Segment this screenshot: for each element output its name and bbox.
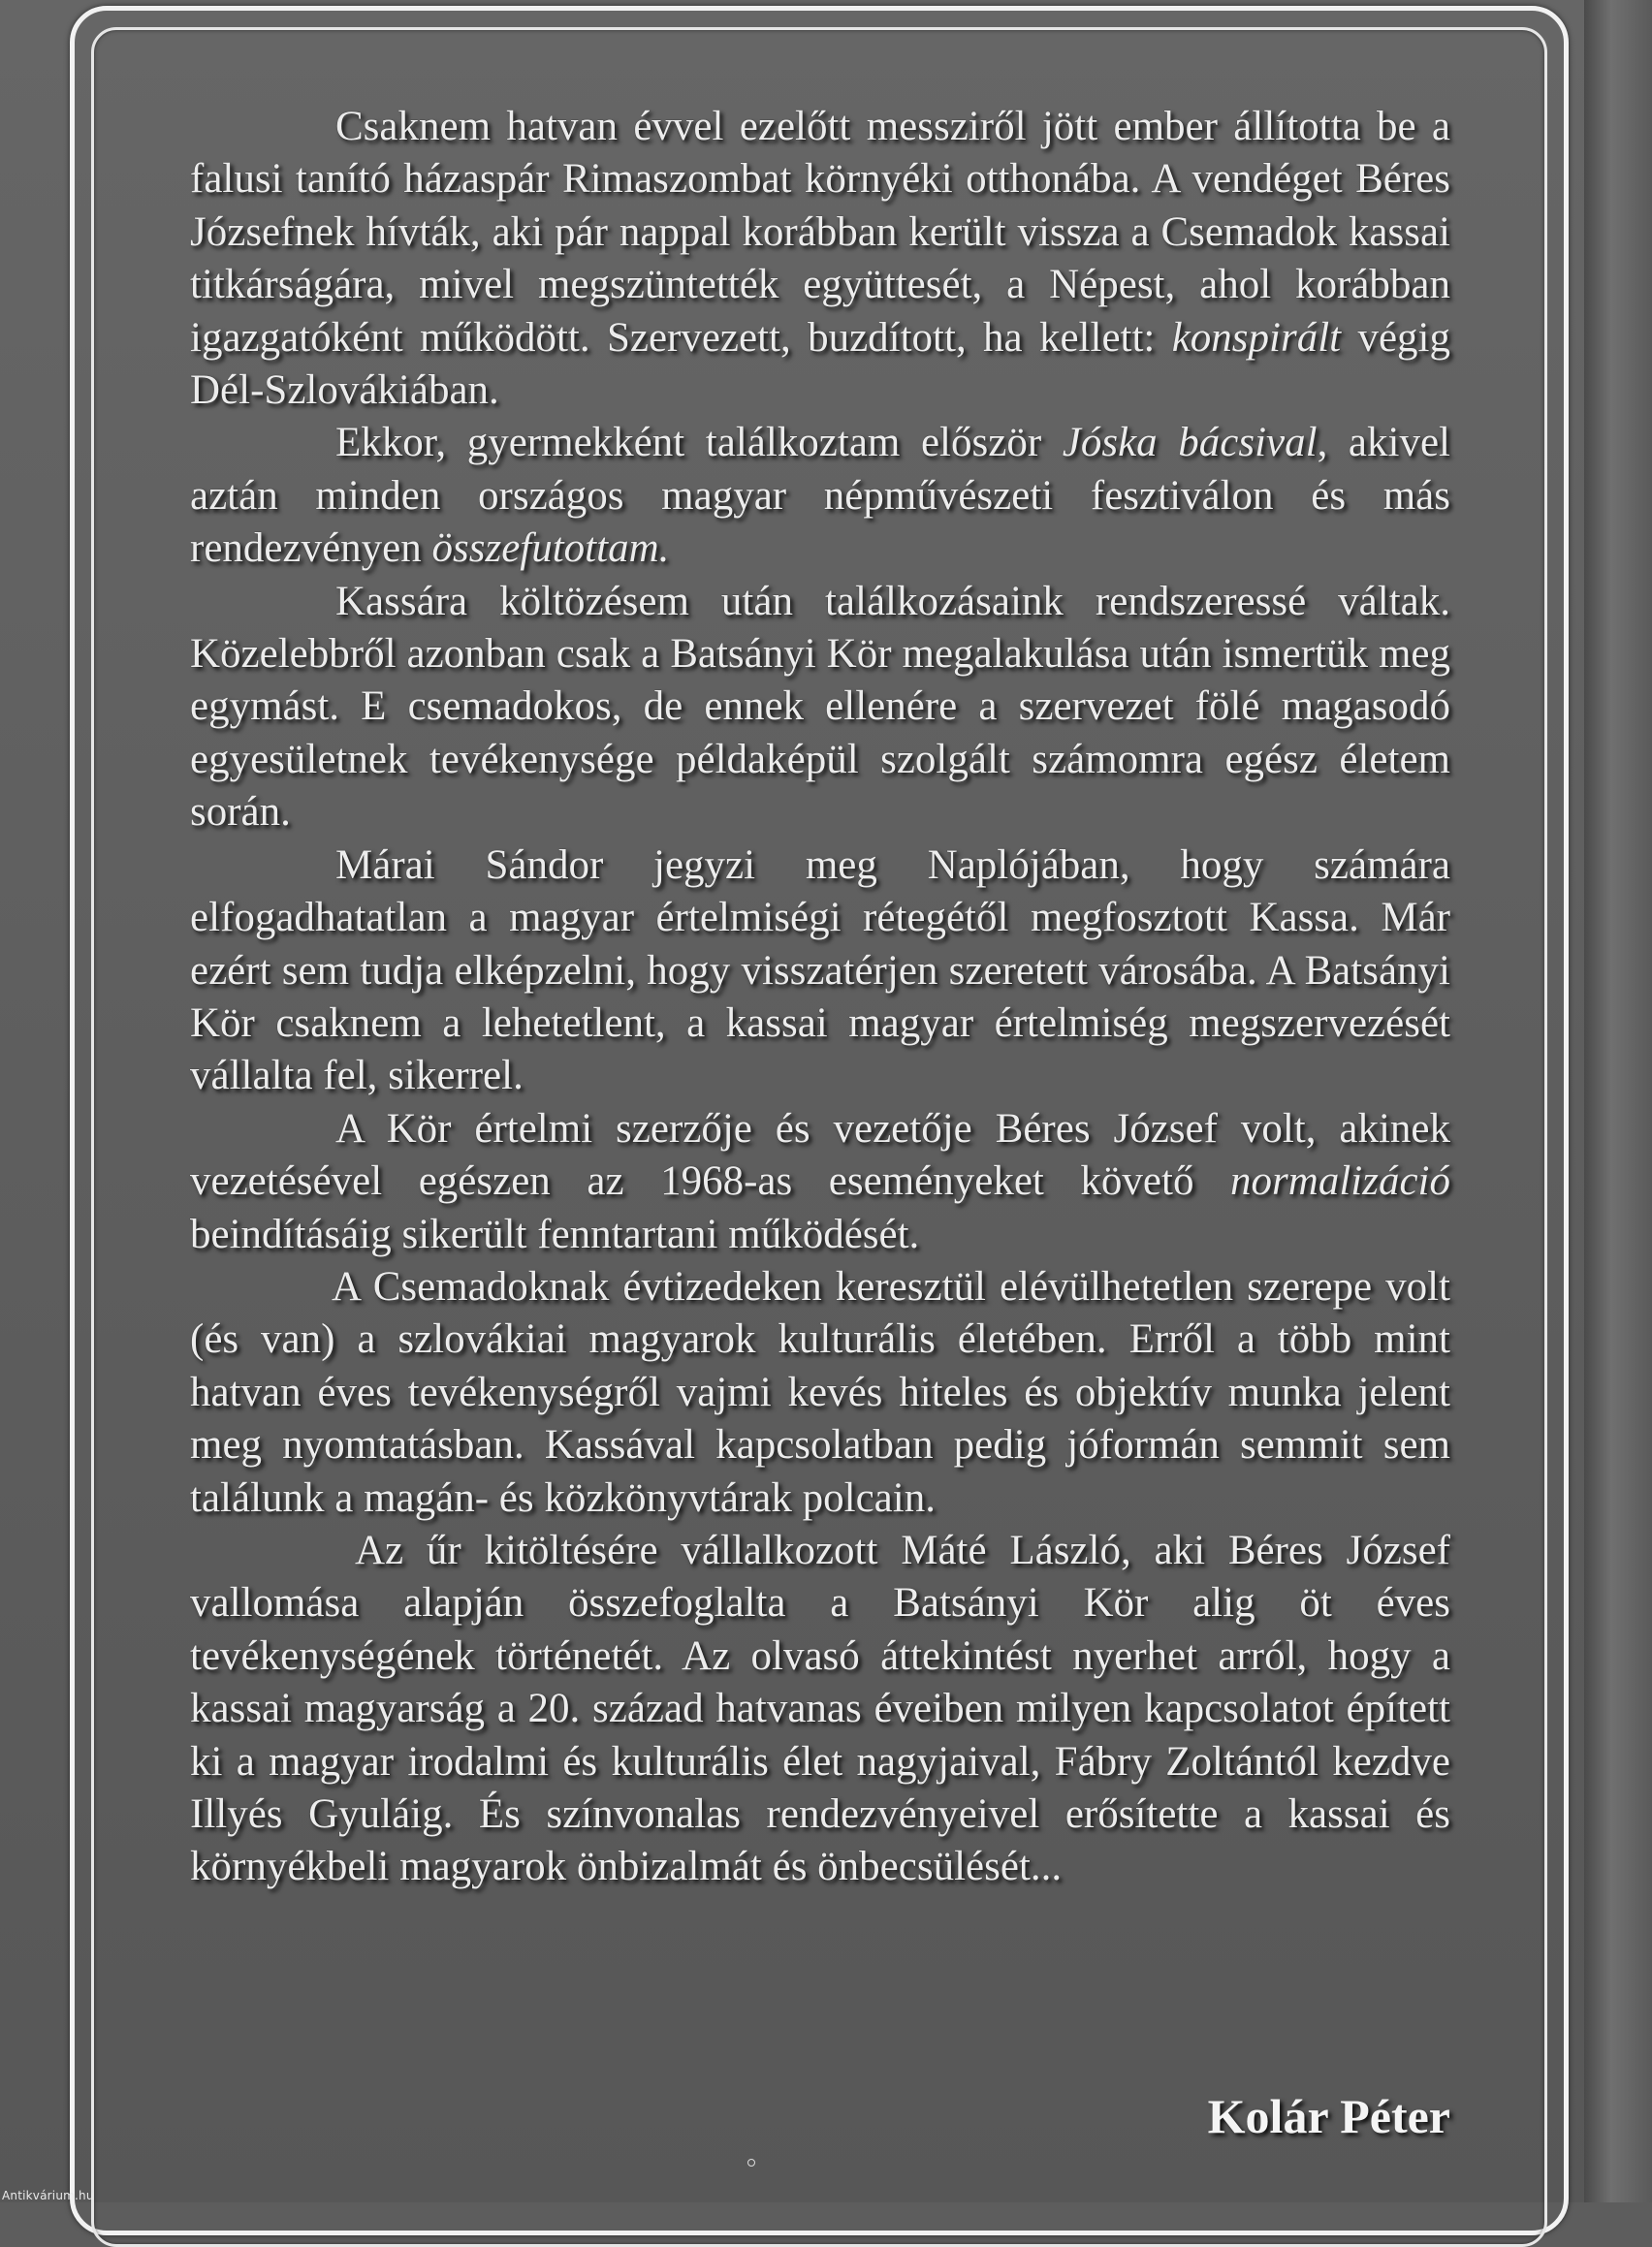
paragraph [190, 1103, 1450, 1261]
text-run: , akivel aztán minden országos magyar népművészeti fesztiválon és más rendezvényen [190, 420, 1450, 572]
text-run: Kassára költözésem után találkozásaink rendszeressé váltak. Közelebbről azonban csak a Batsányi Kör megalakulása után ismertük meg egymást. E csemadokos, de ennek ellenére a szervezet fölé magasodó egyesületnek tevékenysége példaképül szolgált számomra egész életem során. [190, 578, 1450, 836]
paragraph [190, 417, 1450, 575]
text-run: Ekkor, gyermekként találkoztam először [335, 420, 1063, 466]
paragraph [190, 839, 1450, 1103]
paragraph [190, 1525, 1450, 1894]
text-run: Az űr kitöltésére vállalkozott Máté László, aki Béres József vallomása alapján összefoglalta a Batsányi Kör alig öt éves tevékenységének történetét. Az olvasó áttekintést nyerhet arról, hogy a kassai magyarság a 20. század hatvanas éveiben milyen kapcsolatot épített ki a magyar irodalmi és kulturális élet nagyjaival, Fábry Zoltántól kezdve Illyés Gyuláig. És színvonalas rendezvényeivel erősítette a kassai és környékbeli magyarok önbizalmát és önbecsülését... [190, 1527, 1450, 1890]
italic-run: konspirált [1171, 314, 1342, 361]
paragraph [190, 101, 1450, 417]
blurb-text [190, 101, 1450, 1894]
book-spine-edge [1584, 0, 1652, 2202]
author-signature: Kolár Péter [1207, 2089, 1450, 2143]
text-run: beindításáig sikerült fenntartani működését. [190, 1211, 920, 1257]
text-run: végig Dél-Szlovákiában. [190, 314, 1450, 414]
text-run: A Csemadoknak évtizedeken keresztül elévülhetetlen szerepe volt (és van) a szlovákiai magyarok kulturális életében. Erről a több mint hatvan éves tevékenységről vajmi kevés hiteles és objektív munka jelent meg nyomtatásban. Kassával kapcsolatban pedig jóformán semmit sem találunk a magán- és közkönyvtárak polcain. [190, 1263, 1450, 1521]
paragraph [190, 576, 1450, 839]
italic-run: normalizáció [1230, 1158, 1450, 1205]
paragraph [190, 1261, 1450, 1525]
watermark: Antikvárium.hu [2, 2189, 94, 2202]
small-circle-mark [747, 2159, 755, 2167]
text-run: Csaknem hatvan évvel ezelőtt messziről jött ember állította be a falusi tanító házaspár Rimaszombat környéki otthonába. A vendéget Béres Józsefnek hívták, aki pár nappal korábban került vissza a Csemadok kassai titkárságára, mivel megszüntették együttesét, a Népest, ahol korábban igazgatóként működött. Szervezett, buzdított, ha kellett: [190, 104, 1450, 361]
text-run: A Kör értelmi szerzője és vezetője Béres József volt, akinek vezetésével egészen az 1968-as eseményeket követő [190, 1105, 1450, 1205]
text-run: Márai Sándor jegyzi meg Naplójában, hogy számára elfogadhatatlan a magyar értelmiségi rétegétől megfosztott Kassa. Már ezért sem tudja elképzelni, hogy visszatérjen szeretett városába. A Batsányi Kör csaknem a lehetetlent, a kassai magyar értelmiség megszervezését vállalta fel, sikerrel. [190, 841, 1450, 1099]
italic-run: Jóska bácsival [1062, 420, 1318, 466]
italic-run: összefutottam. [431, 525, 670, 572]
